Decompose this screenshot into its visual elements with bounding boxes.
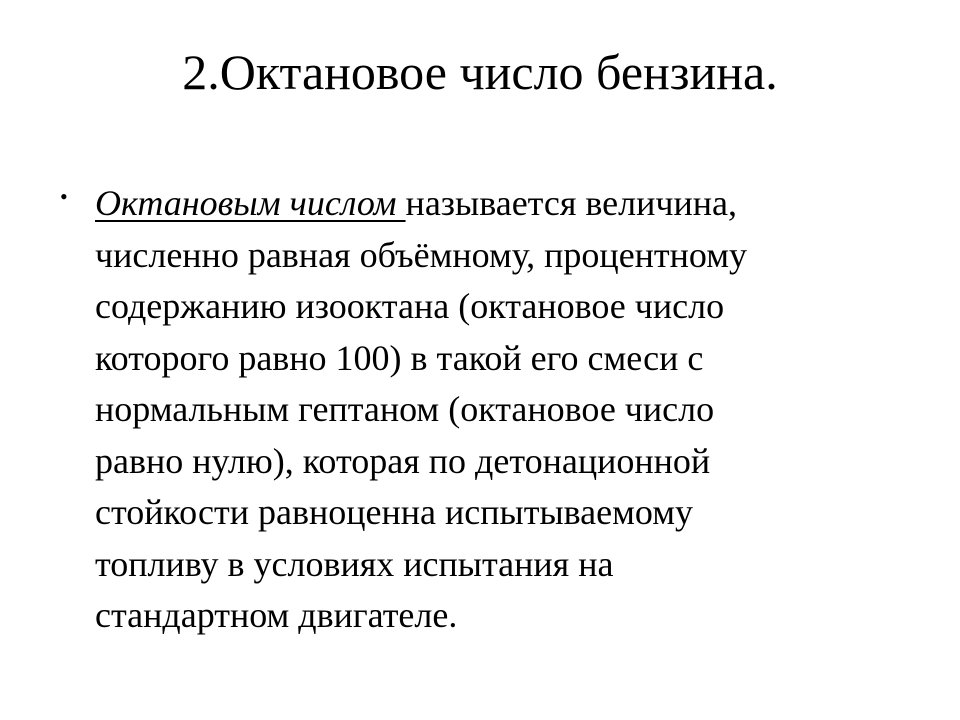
text-line-4: которого равно 100) в такой его смеси с <box>95 337 704 378</box>
bullet-marker: • <box>60 184 68 209</box>
text-line-3: содержанию изооктана (октановое число <box>95 286 725 326</box>
bullet-text <box>95 178 895 642</box>
defined-term: Октановым числом <box>95 183 406 223</box>
text-line-9: стандартном двигателе. <box>95 595 458 635</box>
text-line-2: численно равная объёмному, процентному <box>95 234 748 275</box>
text-line-1: называется величина, <box>405 183 737 223</box>
slide-title: 2.Октановое число бензина. <box>182 44 778 100</box>
text-line-7: стойкости равноценна испытываемому <box>95 492 694 532</box>
text-line-5: нормальным гептаном (октановое число <box>95 389 715 429</box>
text-line-8: топливу в условиях испытания на <box>95 543 614 584</box>
text-line-6: равно нулю), которая по детонационной <box>95 440 711 481</box>
